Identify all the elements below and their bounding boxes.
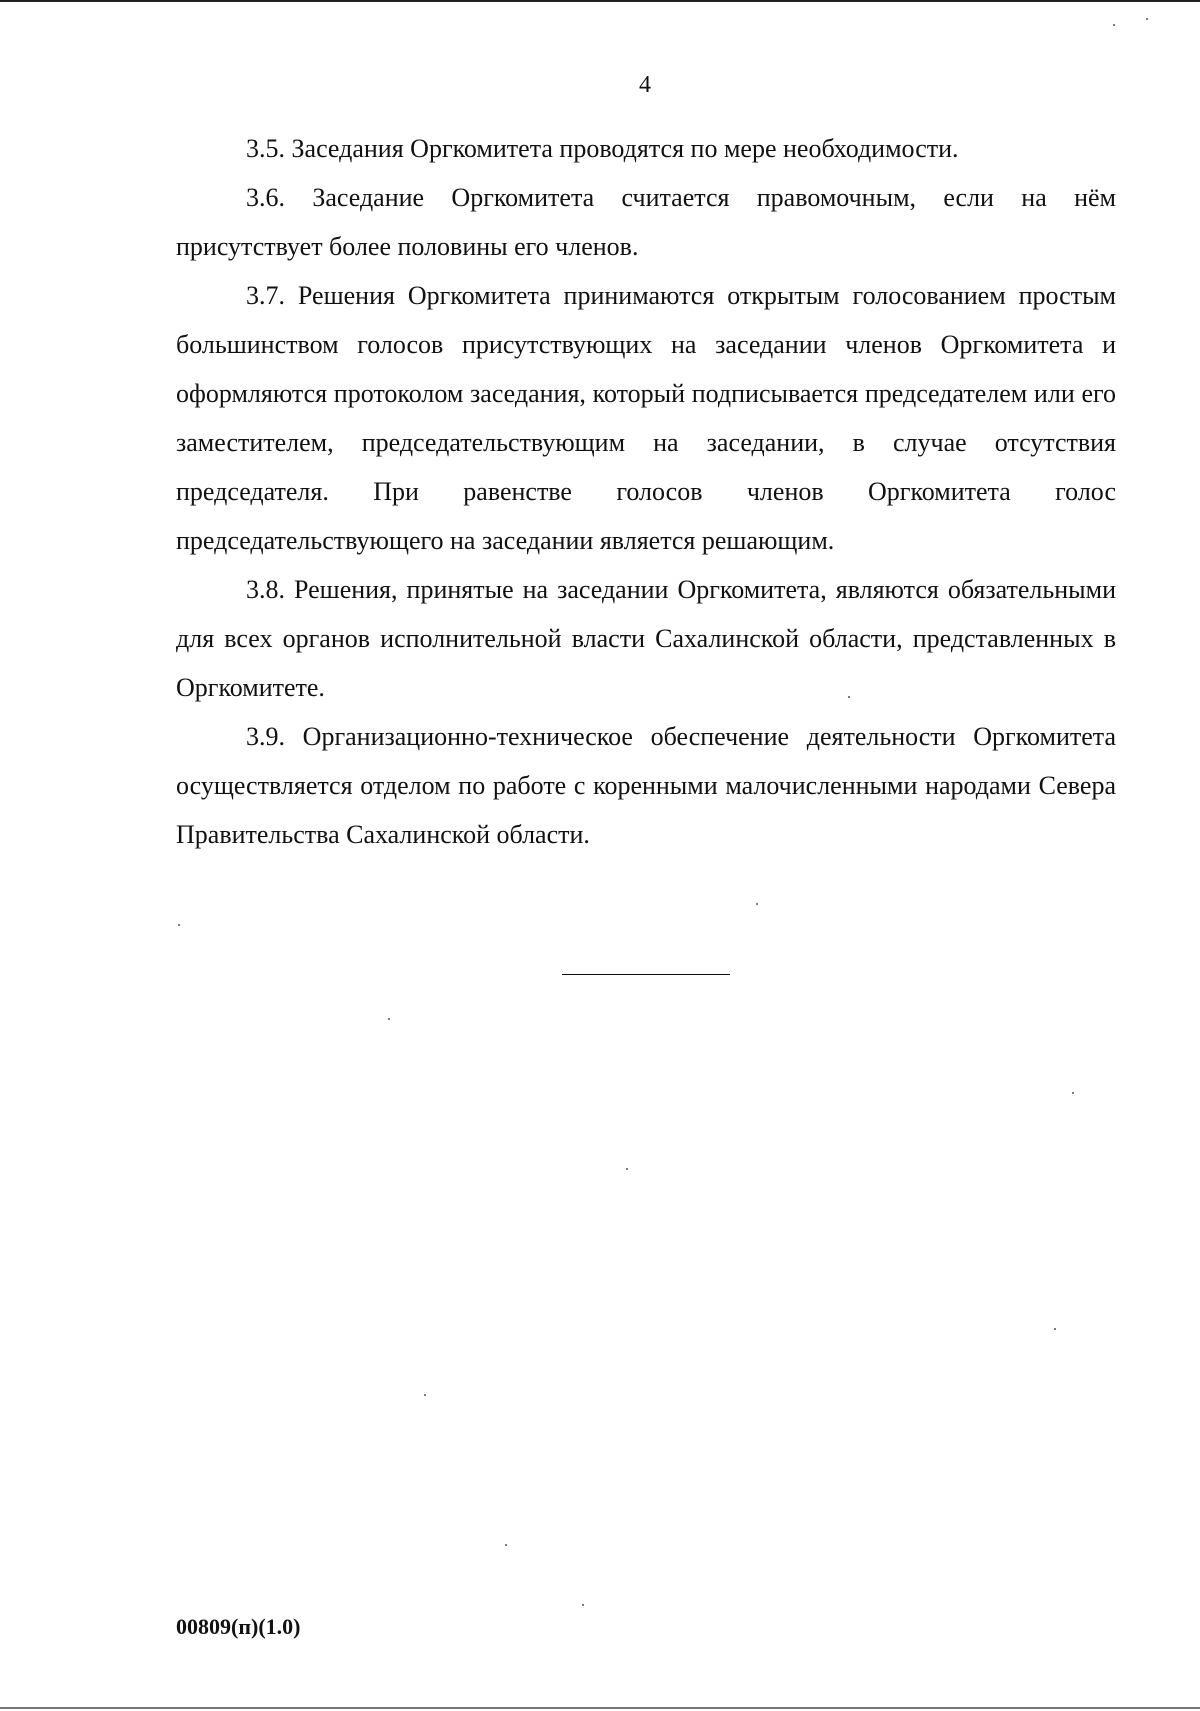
document-body: [176, 124, 1116, 859]
paragraph-3-5: 3.5. Заседания Оргкомитета проводятся по мере необходимости.: [246, 134, 959, 163]
bottom-scan-edge: [0, 1707, 1200, 1709]
paragraph-3-8: 3.8. Решения, принятые на заседании Оргкомитета, являются обязательными для всех органов исполнительной власти Сахалинской области, представленных в Оргкомитете.: [176, 575, 1116, 702]
paragraph-3-6: 3.6. Заседание Оргкомитета считается правомочным, если на нём присутствует более половины его членов.: [176, 183, 1116, 261]
document-code: 00809(п)(1.0): [176, 1614, 301, 1639]
paragraph-3-7: 3.7. Решения Оргкомитета принимаются открытым голосованием простым большинством голосов присутствующих на заседании членов Оргкомитета и оформляются протоколом заседания, который подписывается председателем или его заместителем, председательствующим на заседании, в случае отсутствия председателя. При равенстве голосов членов Оргкомитета голос председательствующего на заседании является решающим.: [176, 281, 1116, 555]
paragraph-3-9: 3.9. Организационно-техническое обеспечение деятельности Оргкомитета осуществляется отделом по работе с коренными малочисленными народами Севера Правительства Сахалинской области.: [176, 722, 1116, 849]
page-number: 4: [639, 72, 651, 98]
top-scan-edge: [0, 0, 1200, 2]
end-separator-line: [562, 974, 730, 975]
